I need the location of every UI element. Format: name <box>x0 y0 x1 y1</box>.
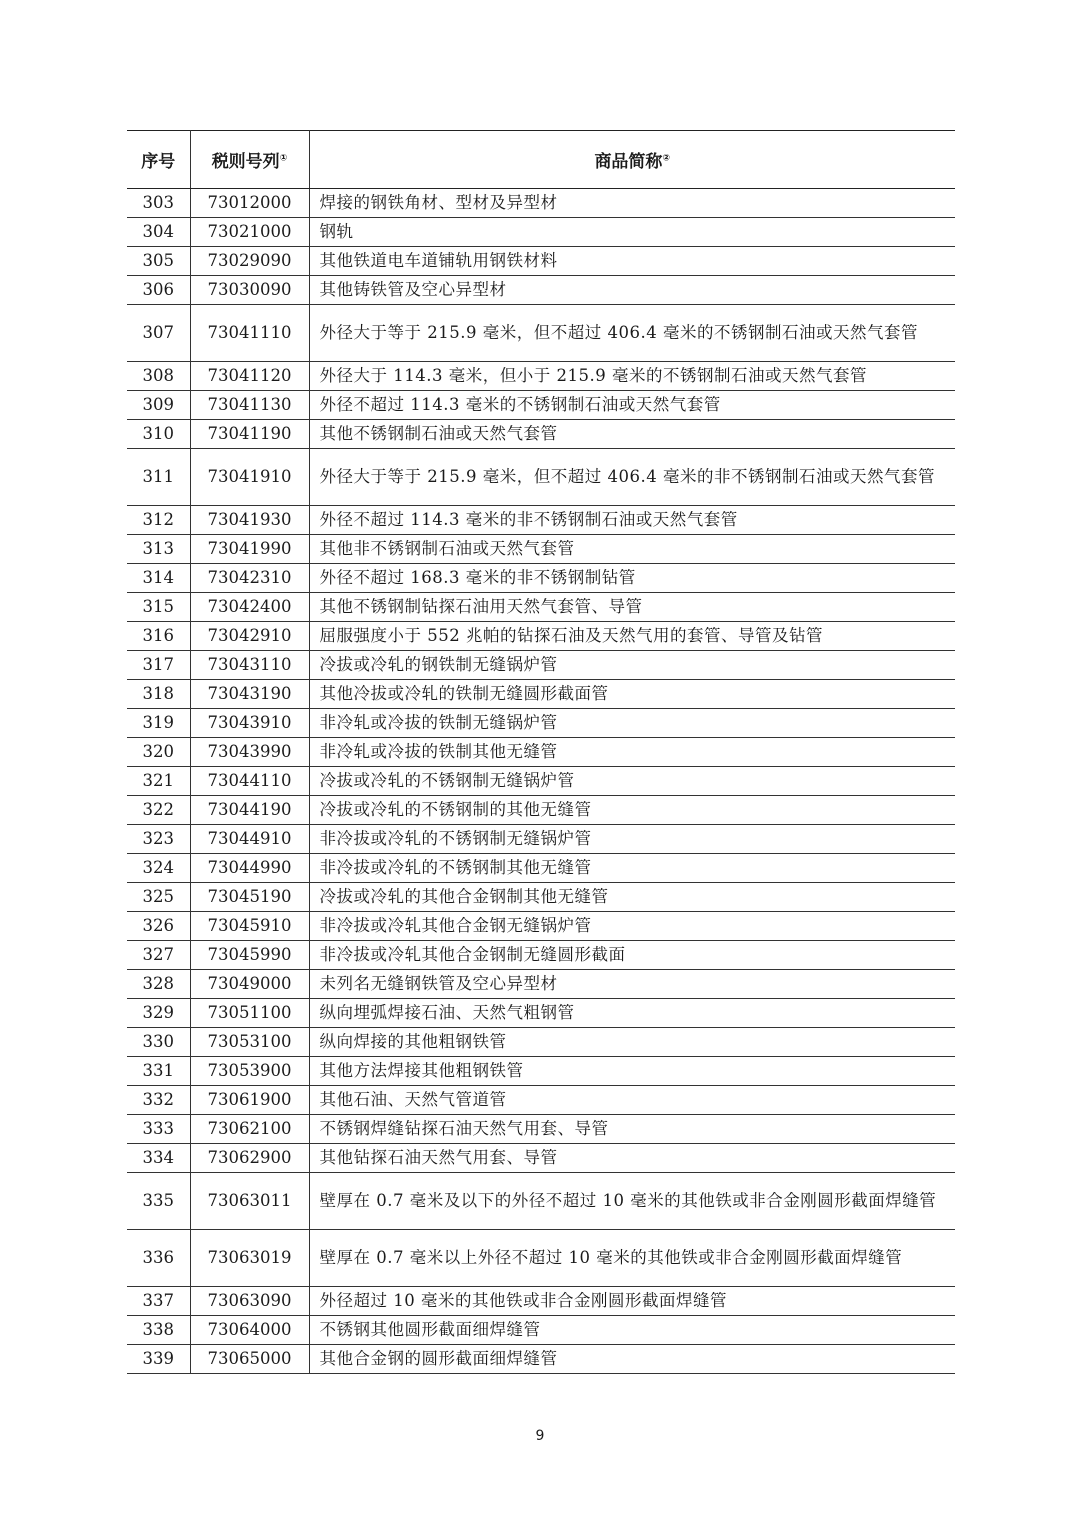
row-seq: 334 <box>127 1144 190 1173</box>
row-seq: 313 <box>127 535 190 564</box>
row-seq: 306 <box>127 276 190 305</box>
table-row <box>127 825 955 854</box>
header-row <box>127 131 955 189</box>
row-name: 纵向埋弧焊接石油、天然气粗钢管 <box>309 999 955 1028</box>
table-row <box>127 854 955 883</box>
row-code: 73029090 <box>190 247 309 276</box>
row-code: 73053900 <box>190 1057 309 1086</box>
row-name: 纵向焊接的其他粗钢铁管 <box>309 1028 955 1057</box>
table-row <box>127 709 955 738</box>
row-code: 73044910 <box>190 825 309 854</box>
row-code: 73041110 <box>190 305 309 362</box>
row-seq: 311 <box>127 449 190 506</box>
row-code: 73049000 <box>190 970 309 999</box>
row-code: 73044190 <box>190 796 309 825</box>
table-row <box>127 593 955 622</box>
table-body <box>127 189 955 1374</box>
table-header <box>127 131 955 189</box>
row-name: 其他不锈钢制钻探石油用天然气套管、导管 <box>309 593 955 622</box>
row-name: 非冷拔或冷轧其他合金钢无缝锅炉管 <box>309 912 955 941</box>
row-code: 73043190 <box>190 680 309 709</box>
header-seq <box>127 131 190 189</box>
row-name: 冷拔或冷轧的钢铁制无缝锅炉管 <box>309 651 955 680</box>
row-name: 焊接的钢铁角材、型材及异型材 <box>309 189 955 218</box>
table-row <box>127 767 955 796</box>
row-seq: 325 <box>127 883 190 912</box>
header-code-footnote-mark: ① <box>279 153 288 164</box>
row-seq: 319 <box>127 709 190 738</box>
row-name: 其他不锈钢制石油或天然气套管 <box>309 420 955 449</box>
row-seq: 317 <box>127 651 190 680</box>
row-seq: 332 <box>127 1086 190 1115</box>
table-row <box>127 970 955 999</box>
row-name: 外径大于等于 215.9 毫米，但不超过 406.4 毫米的不锈钢制石油或天然气套管 <box>309 305 955 362</box>
row-name: 冷拔或冷轧的不锈钢制的其他无缝管 <box>309 796 955 825</box>
row-code: 73064000 <box>190 1316 309 1345</box>
row-seq: 304 <box>127 218 190 247</box>
row-name: 外径不超过 114.3 毫米的非不锈钢制石油或天然气套管 <box>309 506 955 535</box>
header-name-footnote-mark: ② <box>662 153 671 164</box>
table-row <box>127 420 955 449</box>
row-name: 壁厚在 0.7 毫米以上外径不超过 10 毫米的其他铁或非合金刚圆形截面焊缝管 <box>309 1230 955 1287</box>
row-code: 73041130 <box>190 391 309 420</box>
row-seq: 333 <box>127 1115 190 1144</box>
row-name: 其他非不锈钢制石油或天然气套管 <box>309 535 955 564</box>
table-row <box>127 189 955 218</box>
table-row <box>127 564 955 593</box>
table-row <box>127 1230 955 1287</box>
row-seq: 326 <box>127 912 190 941</box>
row-code: 73041930 <box>190 506 309 535</box>
row-seq: 318 <box>127 680 190 709</box>
row-seq: 322 <box>127 796 190 825</box>
row-code: 73043110 <box>190 651 309 680</box>
table-row <box>127 1173 955 1230</box>
header-name <box>309 131 955 189</box>
row-name: 壁厚在 0.7 毫米及以下的外径不超过 10 毫米的其他铁或非合金刚圆形截面焊缝管 <box>309 1173 955 1230</box>
table-row <box>127 796 955 825</box>
row-name: 其他合金钢的圆形截面细焊缝管 <box>309 1345 955 1374</box>
row-code: 73041910 <box>190 449 309 506</box>
table-row <box>127 912 955 941</box>
row-seq: 336 <box>127 1230 190 1287</box>
row-seq: 309 <box>127 391 190 420</box>
row-code: 73012000 <box>190 189 309 218</box>
table-row <box>127 449 955 506</box>
row-code: 73063090 <box>190 1287 309 1316</box>
row-code: 73043990 <box>190 738 309 767</box>
row-name: 其他钻探石油天然气用套、导管 <box>309 1144 955 1173</box>
row-code: 73042400 <box>190 593 309 622</box>
table-row <box>127 1316 955 1345</box>
row-seq: 320 <box>127 738 190 767</box>
header-code-label: 税则号列 <box>211 152 280 172</box>
row-code: 73021000 <box>190 218 309 247</box>
table-row <box>127 276 955 305</box>
header-name-label: 商品简称 <box>594 152 663 172</box>
row-name: 外径不超过 168.3 毫米的非不锈钢制钻管 <box>309 564 955 593</box>
row-code: 73043910 <box>190 709 309 738</box>
table-row <box>127 622 955 651</box>
row-name: 外径不超过 114.3 毫米的不锈钢制石油或天然气套管 <box>309 391 955 420</box>
row-seq: 339 <box>127 1345 190 1374</box>
row-code: 73063019 <box>190 1230 309 1287</box>
row-seq: 324 <box>127 854 190 883</box>
row-code: 73045990 <box>190 941 309 970</box>
table-row <box>127 305 955 362</box>
table-row <box>127 999 955 1028</box>
table-row <box>127 738 955 767</box>
row-name: 其他铁道电车道铺轨用钢铁材料 <box>309 247 955 276</box>
row-seq: 303 <box>127 189 190 218</box>
row-code: 73061900 <box>190 1086 309 1115</box>
page-number: 9 <box>535 1428 545 1444</box>
row-code: 73042910 <box>190 622 309 651</box>
row-seq: 337 <box>127 1287 190 1316</box>
row-seq: 328 <box>127 970 190 999</box>
row-seq: 321 <box>127 767 190 796</box>
table-row <box>127 218 955 247</box>
row-seq: 335 <box>127 1173 190 1230</box>
row-seq: 312 <box>127 506 190 535</box>
table-row <box>127 1057 955 1086</box>
table-row <box>127 362 955 391</box>
row-code: 73041190 <box>190 420 309 449</box>
row-name: 钢轨 <box>309 218 955 247</box>
table-row <box>127 941 955 970</box>
row-name: 非冷轧或冷拔的铁制无缝锅炉管 <box>309 709 955 738</box>
row-seq: 315 <box>127 593 190 622</box>
row-code: 73045910 <box>190 912 309 941</box>
row-name: 不锈钢焊缝钻探石油天然气用套、导管 <box>309 1115 955 1144</box>
row-code: 73041990 <box>190 535 309 564</box>
table-row <box>127 247 955 276</box>
row-code: 73065000 <box>190 1345 309 1374</box>
header-seq-label: 序号 <box>141 152 176 172</box>
row-name: 其他冷拔或冷轧的铁制无缝圆形截面管 <box>309 680 955 709</box>
row-seq: 310 <box>127 420 190 449</box>
row-seq: 329 <box>127 999 190 1028</box>
row-seq: 330 <box>127 1028 190 1057</box>
row-seq: 314 <box>127 564 190 593</box>
row-seq: 305 <box>127 247 190 276</box>
row-code: 73030090 <box>190 276 309 305</box>
table-row <box>127 883 955 912</box>
row-seq: 323 <box>127 825 190 854</box>
table-row <box>127 391 955 420</box>
row-name: 其他石油、天然气管道管 <box>309 1086 955 1115</box>
table-row <box>127 1287 955 1316</box>
row-code: 73053100 <box>190 1028 309 1057</box>
row-code: 73045190 <box>190 883 309 912</box>
row-name: 冷拔或冷轧的其他合金钢制其他无缝管 <box>309 883 955 912</box>
row-name: 非冷拔或冷轧的不锈钢制无缝锅炉管 <box>309 825 955 854</box>
row-seq: 331 <box>127 1057 190 1086</box>
row-name: 未列名无缝钢铁管及空心异型材 <box>309 970 955 999</box>
tariff-table <box>127 130 955 1374</box>
row-name: 外径大于等于 215.9 毫米，但不超过 406.4 毫米的非不锈钢制石油或天然气套管 <box>309 449 955 506</box>
table-row <box>127 1144 955 1173</box>
row-seq: 308 <box>127 362 190 391</box>
row-seq: 327 <box>127 941 190 970</box>
row-name: 非冷拔或冷轧的不锈钢制其他无缝管 <box>309 854 955 883</box>
table-row <box>127 1115 955 1144</box>
table-row <box>127 651 955 680</box>
row-seq: 338 <box>127 1316 190 1345</box>
table-row <box>127 1086 955 1115</box>
table-row <box>127 1028 955 1057</box>
row-code: 73062900 <box>190 1144 309 1173</box>
table-row <box>127 506 955 535</box>
header-code <box>190 131 309 189</box>
row-name: 其他方法焊接其他粗钢铁管 <box>309 1057 955 1086</box>
row-name: 非冷轧或冷拔的铁制其他无缝管 <box>309 738 955 767</box>
row-code: 73051100 <box>190 999 309 1028</box>
row-code: 73062100 <box>190 1115 309 1144</box>
row-name: 非冷拔或冷轧其他合金钢制无缝圆形截面 <box>309 941 955 970</box>
table-row <box>127 680 955 709</box>
row-code: 73063011 <box>190 1173 309 1230</box>
row-code: 73044110 <box>190 767 309 796</box>
row-name: 不锈钢其他圆形截面细焊缝管 <box>309 1316 955 1345</box>
table-row <box>127 1345 955 1374</box>
row-name: 冷拔或冷轧的不锈钢制无缝锅炉管 <box>309 767 955 796</box>
row-name: 外径超过 10 毫米的其他铁或非合金刚圆形截面焊缝管 <box>309 1287 955 1316</box>
row-code: 73044990 <box>190 854 309 883</box>
row-code: 73041120 <box>190 362 309 391</box>
row-seq: 307 <box>127 305 190 362</box>
row-name: 外径大于 114.3 毫米，但小于 215.9 毫米的不锈钢制石油或天然气套管 <box>309 362 955 391</box>
row-name: 其他铸铁管及空心异型材 <box>309 276 955 305</box>
row-name: 屈服强度小于 552 兆帕的钻探石油及天然气用的套管、导管及钻管 <box>309 622 955 651</box>
row-seq: 316 <box>127 622 190 651</box>
table-row <box>127 535 955 564</box>
row-code: 73042310 <box>190 564 309 593</box>
